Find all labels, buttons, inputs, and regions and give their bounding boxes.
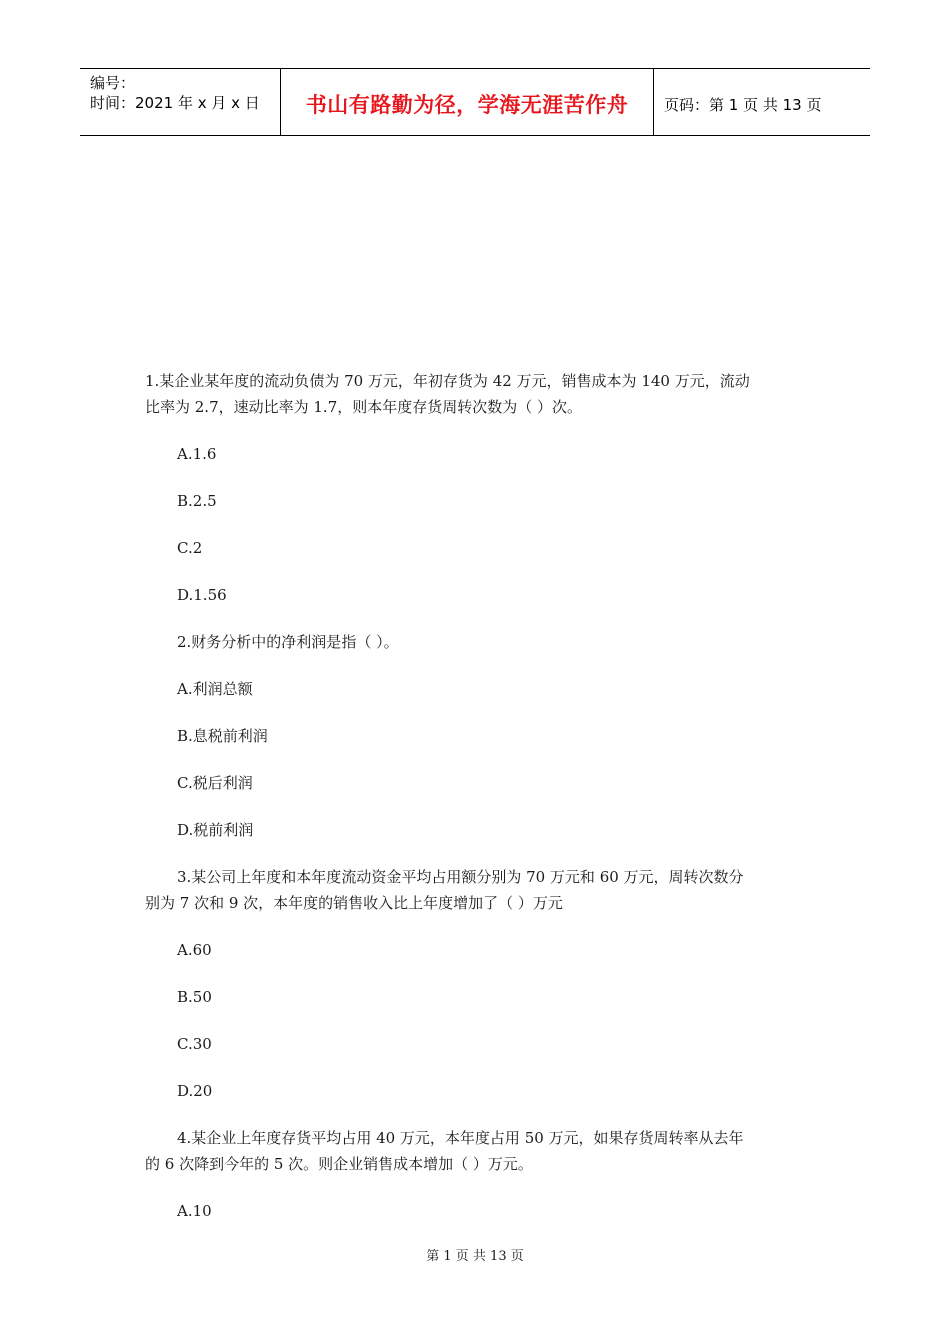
question-1-option-b: B.2.5	[177, 492, 217, 510]
question-1-line-2: 比率为 2.7，速动比率为 1.7，则本年度存货周转次数为（ ）次。	[145, 398, 583, 416]
question-3-option-b: B.50	[177, 988, 212, 1006]
question-4-line-2: 的 6 次降到今年的 5 次。则企业销售成本增加（ ）万元。	[145, 1155, 533, 1173]
question-1-line-1: 1.某企业某年度的流动负债为 70 万元，年初存货为 42 万元，销售成本为 140 万元，流动	[145, 372, 750, 390]
question-3-line-2: 别为 7 次和 9 次，本年度的销售收入比上年度增加了（ ）万元	[145, 894, 563, 912]
question-1-option-a: A.1.6	[177, 445, 217, 463]
question-2-option-d: D.税前利润	[177, 821, 254, 839]
header-page-info	[654, 69, 870, 135]
page-footer	[0, 1245, 950, 1264]
question-4-line-1: 4.某企业上年度存货平均占用 40 万元，本年度占用 50 万元，如果存货周转率从去年	[177, 1129, 744, 1147]
question-1-option-c: C.2	[177, 539, 203, 557]
footer-page-number: 第 1 页 共 13 页	[426, 1249, 524, 1264]
question-3-option-c: C.30	[177, 1035, 212, 1053]
question-3	[145, 864, 805, 916]
document-number-label: 编号：	[90, 74, 136, 92]
question-3-option-d: D.20	[177, 1082, 213, 1100]
header-slogan-cell	[281, 69, 654, 135]
page-info-text: 页码：第 1 页 共 13 页	[664, 95, 822, 114]
question-4	[145, 1125, 805, 1177]
question-3-option-a: A.60	[177, 941, 212, 959]
question-2-option-c: C.税后利润	[177, 774, 253, 792]
question-1	[145, 368, 805, 420]
question-4-option-a: A.10	[177, 1202, 212, 1220]
question-2-option-b: B.息税前利润	[177, 727, 268, 745]
question-1-option-d: D.1.56	[177, 586, 227, 604]
document-header	[80, 68, 870, 136]
slogan: 书山有路勤为径，学海无涯苦作舟	[305, 93, 629, 117]
question-2: 2.财务分析中的净利润是指（ ）。	[177, 633, 399, 651]
document-date: 时间：2021 年 x 月 x 日	[90, 94, 260, 112]
question-list	[145, 368, 805, 1245]
question-3-line-1: 3.某公司上年度和本年度流动资金平均占用额分别为 70 万元和 60 万元，周转次数分	[177, 868, 744, 886]
header-meta	[80, 69, 281, 135]
question-2-option-a: A.利润总额	[177, 680, 253, 698]
